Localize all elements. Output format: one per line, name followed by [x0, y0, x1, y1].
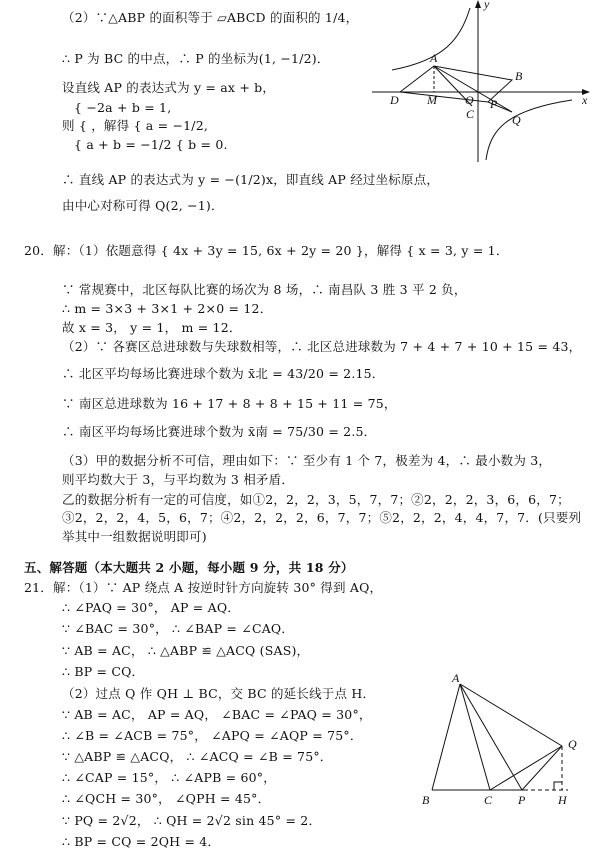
q20-line-6: ∴ 北区平均每场比赛进球个数为 x̄北 = 43/20 = 2.15． [62, 366, 385, 381]
q20-line-10: 则平均数大于 3，与平均数为 3 相矛盾． [62, 472, 295, 487]
fig2-label-c: C [484, 793, 493, 807]
q19-line-8: 由中心对称可得 Q(2, −1)． [62, 198, 224, 213]
q19-line-7: ∴ 直线 AP 的表达式为 y = −(1/2)x，即直线 AP 经过坐标原点， [62, 172, 440, 187]
q21-line-8: ∴ ∠B = ∠ACB = 75°， ∠APQ = ∠AQP = 75°． [62, 728, 363, 743]
q21-line-13: ∴ BP = CQ = 2QH = 4． [62, 834, 221, 849]
fig1-label-p: P [490, 97, 498, 111]
q21-line-4: ∵ AB = AC， ∴ △ABP ≌ △ACQ (SAS)， [62, 643, 310, 658]
coordinate-figure [372, 0, 594, 166]
q20-line-13: 举其中一组数据说明即可) [62, 529, 207, 544]
q20-line-4: 故 x = 3， y = 1， m = 12． [62, 320, 242, 335]
q19-line-3: 设直线 AP 的表达式为 y = ax + b， [62, 80, 276, 95]
fig1-label-x: x [582, 93, 588, 107]
q21-line-5: ∴ BP = CQ． [62, 664, 145, 679]
fig1-label-c: C [466, 107, 475, 121]
fig1-label-a: A [430, 51, 438, 65]
q19-line-4: { −2a + b = 1, [74, 100, 172, 115]
q20-line-3: ∴ m = 3×3 + 3×1 + 2×0 = 12． [62, 301, 273, 316]
q20-line-5: （2）∵ 各赛区总进球数与失球数相等，∴ 北区总进球数为 7 + 4 + 7 + 10 + 15 = 43， [62, 339, 582, 354]
fig2-label-h: H [558, 793, 567, 807]
q20-line-11: 乙的数据分析有一定的可信度，如①2，2，2，3，5，7，7；②2，2，2，3，6，6，7； [62, 492, 570, 507]
q21-line-1: 21．解：（1）∵ AP 绕点 A 按逆时针方向旋转 30° 得到 AQ， [24, 580, 383, 595]
q21-line-6: （2）过点 Q 作 QH ⊥ BC，交 BC 的延长线于点 H． [62, 686, 376, 701]
q19-line-5: 则 { ，解得 { a = −1/2, [62, 118, 209, 133]
fig2-label-p: P [518, 793, 526, 807]
q21-line-9: ∵ △ABP ≌ △ACQ， ∴ ∠ACQ = ∠B = 75°． [62, 749, 333, 764]
fig1-label-y: y [484, 0, 490, 11]
q21-line-10: ∴ ∠CAP = 15°， ∴ ∠APB = 60°， [62, 770, 276, 785]
q20-line-12: ③2，2，2，4，5，6，7；④2，2，2，2，6，7，7；⑤2，2，2，4，4，7，7．(只要列 [62, 510, 582, 525]
fig2-label-a: A [452, 671, 460, 685]
fig1-label-b: B [515, 69, 523, 83]
q20-line-7: ∵ 南区总进球数为 16 + 17 + 8 + 8 + 15 + 11 = 75， [62, 396, 397, 411]
q19-line-1: （2）∵△ABP 的面积等于 ▱ABCD 的面积的 1/4， [62, 10, 359, 25]
fig2-label-b: B [422, 793, 430, 807]
q19-line-2: ∴ P 为 BC 的中点，∴ P 的坐标为(1, −1/2)． [62, 51, 330, 66]
q21-line-11: ∴ ∠QCH = 30°， ∠QPH = 45°． [62, 791, 271, 806]
q21-line-3: ∵ ∠BAC = 30°， ∴ ∠BAP = ∠CAQ． [62, 621, 295, 636]
q20-line-8: ∴ 南区平均每场比赛进球个数为 x̄南 = 75/30 = 2.5． [62, 424, 377, 439]
q21-line-2: ∴ ∠PAQ = 30°， AP = AQ． [62, 600, 241, 615]
triangle-figure [420, 672, 590, 812]
section-5-title: 五、解答题（本大题共 2 小题，每小题 9 分，共 18 分） [24, 560, 354, 575]
q21-line-12: ∵ PQ = 2√2， ∴ QH = 2√2 sin 45° = 2． [62, 813, 322, 828]
fig1-label-q: Q [512, 113, 521, 127]
q20-line-1: 20．解：（1）依题意得 { 4x + 3y = 15, 6x + 2y = 20 }，解得 { x = 3, y = 1． [24, 243, 509, 258]
q20-line-2: ∵ 常规赛中，北区每队比赛的场次为 8 场，∴ 南昌队 3 胜 3 平 2 负， [62, 282, 467, 297]
q20-line-9: （3）甲的数据分析不可信，理由如下：∵ 至少有 1 个 7，极差为 4，∴ 最小数为 3， [62, 453, 552, 468]
fig1-label-o: O [465, 93, 474, 107]
fig2-label-q: Q [568, 737, 577, 751]
q21-line-7: ∵ AB = AC， AP = AQ， ∠BAC = ∠PAQ = 30°， [62, 707, 372, 722]
fig1-label-m: M [427, 93, 437, 107]
q19-line-6: { a + b = −1/2 { b = 0. [74, 137, 228, 152]
fig1-label-d: D [390, 93, 399, 107]
